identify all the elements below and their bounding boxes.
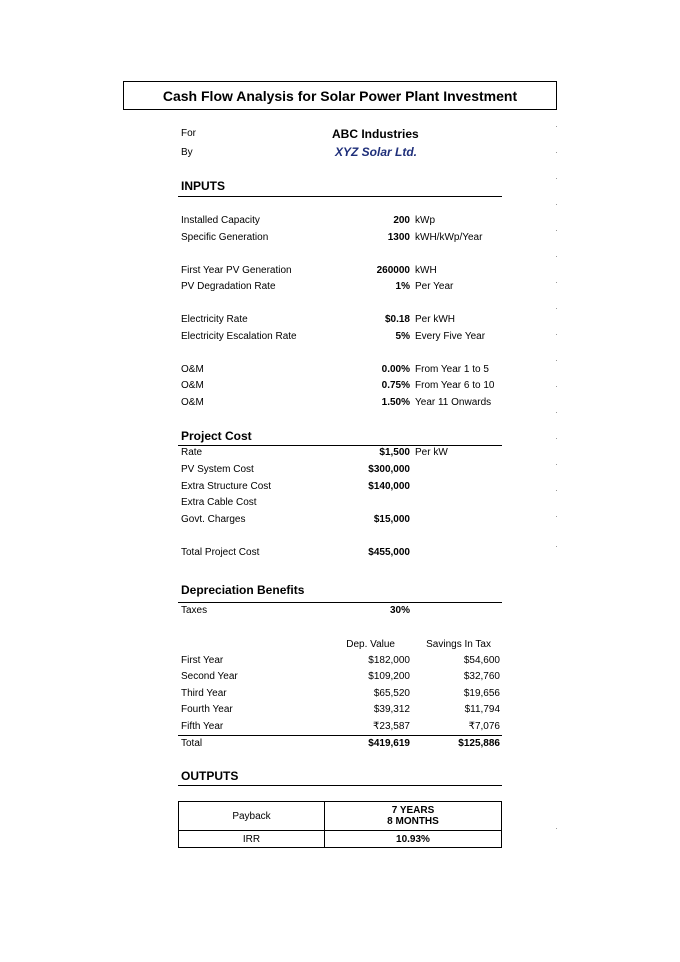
project-cost-divider (178, 445, 502, 446)
savings-header: Savings In Tax (426, 639, 491, 650)
dep-value-header: Dep. Value (346, 639, 395, 650)
dep-value: $65,520 (373, 688, 410, 699)
input-unit: Every Five Year (415, 331, 486, 342)
input-label: First Year PV Generation (181, 265, 292, 276)
savings-total-value: $125,886 (458, 738, 500, 749)
payback-years: 7 YEARS (391, 805, 435, 816)
cost-unit: Per kW (415, 447, 448, 458)
input-value: 260000 (376, 265, 410, 276)
input-value: 0.00% (381, 364, 410, 375)
dep-year-label: First Year (181, 655, 224, 666)
input-value: 1% (395, 281, 410, 292)
input-unit: Per Year (415, 281, 454, 292)
total-divider (178, 735, 502, 736)
payback-value (325, 802, 502, 831)
inputs-divider (178, 196, 502, 197)
vendor-name: XYZ Solar Ltd. (335, 145, 418, 159)
dep-value: $109,200 (368, 671, 410, 682)
cost-value: $140,000 (368, 481, 410, 492)
input-value: 5% (395, 331, 410, 342)
input-unit: kWp (415, 215, 435, 226)
input-value: 200 (393, 215, 410, 226)
dep-total-value: $419,619 (368, 738, 410, 749)
taxes-label: Taxes (181, 605, 208, 616)
dep-year-label: Third Year (181, 688, 227, 699)
cost-value: $1,500 (379, 447, 410, 458)
irr-row (179, 831, 502, 848)
input-label: Electricity Rate (181, 314, 248, 325)
cost-label: Rate (181, 447, 203, 458)
by-label: By (181, 147, 193, 158)
taxes-value: 30% (389, 605, 410, 616)
input-label: Electricity Escalation Rate (181, 331, 297, 342)
input-unit: kWH (415, 265, 437, 276)
dep-value: $182,000 (368, 655, 410, 666)
savings-value: $32,760 (463, 671, 500, 682)
savings-value: $54,600 (463, 655, 500, 666)
total-project-cost-label: Total Project Cost (181, 547, 260, 558)
page-title: Cash Flow Analysis for Solar Power Plant Investment (123, 81, 557, 110)
input-label: O&M (181, 364, 204, 375)
dep-value: $39,312 (373, 704, 410, 715)
depreciation-divider (178, 602, 502, 603)
dep-year-label: Fourth Year (181, 704, 233, 715)
payback-row (179, 802, 502, 831)
input-label: Installed Capacity (181, 215, 260, 226)
outputs-table (178, 801, 502, 848)
input-unit: From Year 1 to 5 (415, 364, 489, 375)
irr-value: 10.93% (325, 831, 502, 848)
project-cost-heading: Project Cost (181, 429, 252, 443)
savings-value: $19,656 (463, 688, 500, 699)
outputs-heading: OUTPUTS (181, 769, 239, 783)
savings-value: $11,794 (464, 704, 500, 715)
cost-label: Extra Structure Cost (181, 481, 272, 492)
input-label: O&M (181, 397, 204, 408)
for-label: For (181, 128, 196, 139)
depreciation-heading: Depreciation Benefits (181, 583, 305, 597)
payback-months: 8 MONTHS (387, 816, 439, 827)
input-unit: Year 11 Onwards (415, 397, 492, 408)
outputs-divider (178, 785, 502, 786)
input-unit: From Year 6 to 10 (415, 380, 495, 391)
input-label: O&M (181, 380, 204, 391)
dep-value: ₹23,587 (373, 721, 410, 732)
input-label: PV Degradation Rate (181, 281, 276, 292)
input-value: $0.18 (384, 314, 410, 325)
client-name: ABC Industries (332, 127, 419, 141)
dep-total-label: Total (181, 738, 203, 749)
input-value: 1300 (387, 232, 410, 243)
cost-label: Extra Cable Cost (181, 497, 257, 508)
input-value: 0.75% (381, 380, 410, 391)
input-label: Specific Generation (181, 232, 269, 243)
cost-value: $300,000 (368, 464, 410, 475)
payback-label: Payback (179, 802, 325, 831)
cost-label: Govt. Charges (181, 514, 246, 525)
input-value: 1.50% (381, 397, 410, 408)
total-project-cost-value: $455,000 (368, 547, 410, 558)
input-unit: Per kWH (415, 314, 455, 325)
cost-label: PV System Cost (181, 464, 254, 475)
inputs-heading: INPUTS (181, 179, 226, 193)
dep-year-label: Fifth Year (181, 721, 224, 732)
cost-value: $15,000 (373, 514, 410, 525)
irr-label: IRR (179, 831, 325, 848)
dep-year-label: Second Year (181, 671, 238, 682)
input-unit: kWH/kWp/Year (415, 232, 483, 243)
savings-value: ₹7,076 (468, 721, 500, 732)
